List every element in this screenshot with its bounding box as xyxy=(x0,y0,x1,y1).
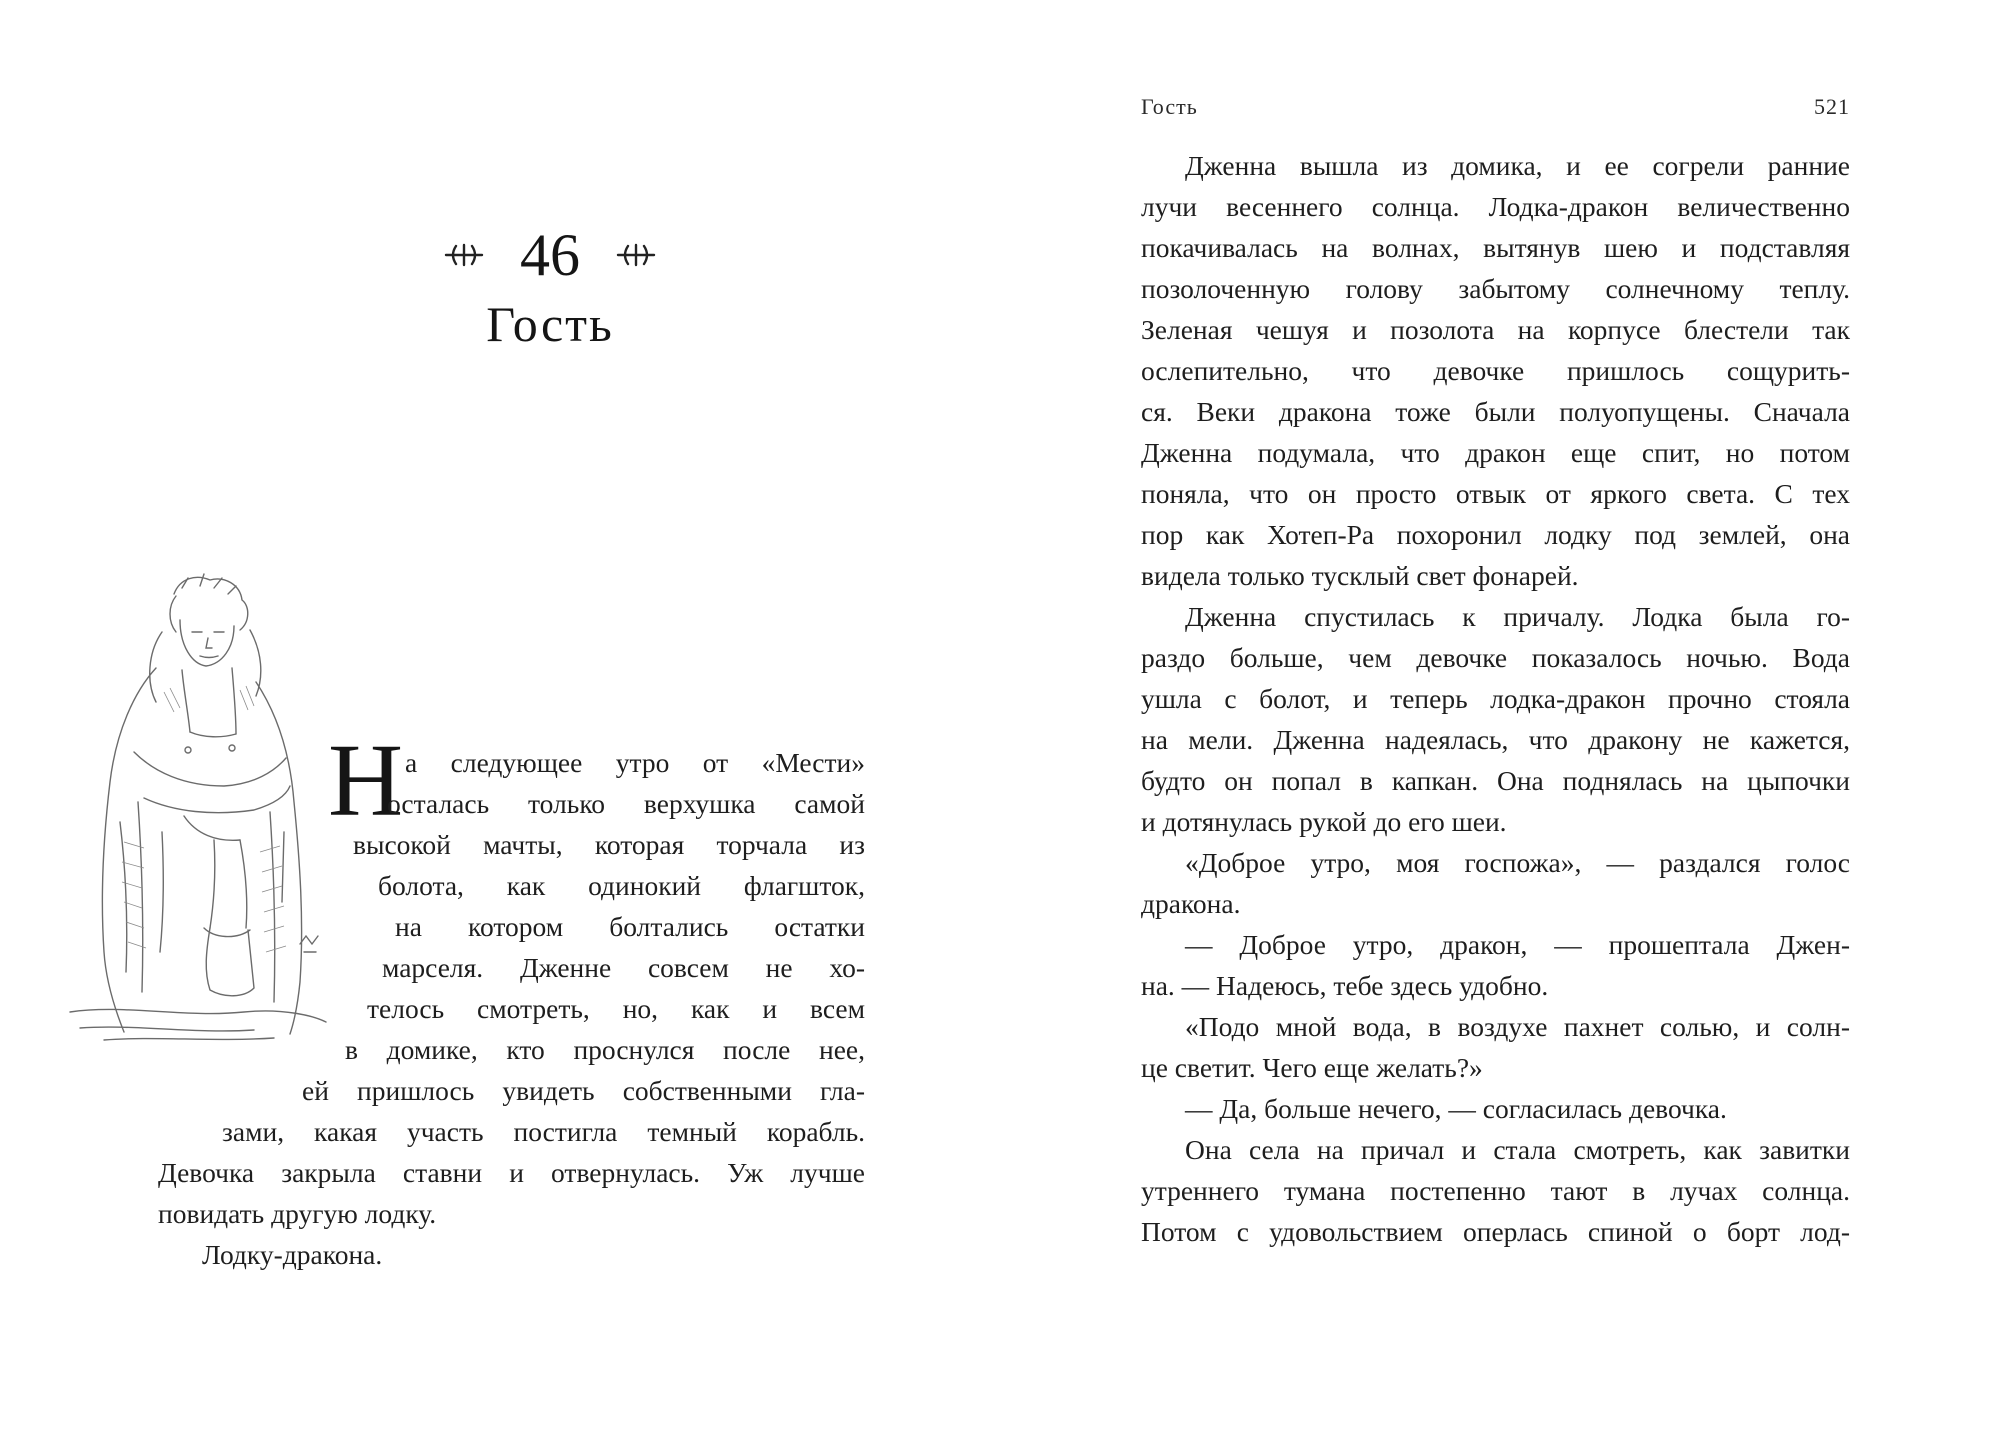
paragraph-line: пор как Хотеп-Ра похоронил лодку под землей, она xyxy=(1141,519,1850,550)
paragraph-line: на мели. Дженна надеялась, что дракону не кажется, xyxy=(1141,724,1850,755)
paragraph-line: ослепительно, что девочке пришлось сощурить- xyxy=(1141,355,1850,386)
paragraph-line: Она села на причал и стала смотреть, как завитки xyxy=(1185,1134,1850,1165)
paragraph-line: покачивалась на волнах, вытянув шею и подставляя xyxy=(1141,232,1850,263)
paragraph-line: высокой мачты, которая торчала из xyxy=(353,829,865,860)
right-page xyxy=(1000,0,2000,1434)
paragraph-line: лучи весеннего солнца. Лодка-дракон величественно xyxy=(1141,191,1850,222)
running-title: Гость xyxy=(1141,94,1198,119)
paragraph-line: «Подо мной вода, в воздухе пахнет солью, и солн- xyxy=(1185,1011,1850,1042)
paragraph-line: ей пришлось увидеть собственными гла- xyxy=(302,1075,865,1106)
paragraph-line: повидать другую лодку. xyxy=(158,1198,437,1229)
paragraph-line: ушла с болот, и теперь лодка-дракон прочно стояла xyxy=(1141,683,1850,714)
paragraph-line: Лодку-дракона. xyxy=(202,1239,383,1270)
paragraph-line: в домике, кто проснулся после нее, xyxy=(345,1034,865,1065)
page-number: 521 xyxy=(1814,94,1850,119)
paragraph-line: це светит. Чего еще желать?» xyxy=(1141,1052,1483,1083)
paragraph-line: видела только тусклый свет фонарей. xyxy=(1141,560,1579,591)
girl-sketch-illustration xyxy=(64,572,330,1044)
paragraph-line: ся. Веки дракона тоже были полуопущены. Сначала xyxy=(1141,396,1850,427)
paragraph-line: дракона. xyxy=(1141,888,1241,919)
paragraph-line: Потом с удовольствием оперлась спиной о борт лод- xyxy=(1141,1216,1850,1247)
paragraph-line: зами, какая участь постигла темный корабль. xyxy=(222,1116,865,1147)
paragraph-line: осталась только верхушка самой xyxy=(387,788,865,819)
paragraph-line: раздо больше, чем девочке показалось ночью. Вода xyxy=(1141,642,1850,673)
paragraph-line: Дженна вышла из домика, и ее согрели ранние xyxy=(1185,150,1850,181)
paragraph-line: Дженна подумала, что дракон еще спит, но потом xyxy=(1141,437,1850,468)
paragraph-line: будто он попал в капкан. Она поднялась на цыпочки xyxy=(1141,765,1850,796)
paragraph-line: «Доброе утро, моя госпожа», — раздался голос xyxy=(1185,847,1850,878)
chapter-heading xyxy=(390,220,710,354)
drop-cap: Н xyxy=(328,723,404,838)
paragraph-line: — Доброе утро, дракон, — прошептала Джен- xyxy=(1185,929,1850,960)
paragraph-line: — Да, больше нечего, — согласилась девочка. xyxy=(1185,1093,1727,1124)
paragraph-line: Зеленая чешуя и позолота на корпусе блестели так xyxy=(1141,314,1850,345)
chapter-number-row xyxy=(390,220,710,290)
chapter-number: 46 xyxy=(520,222,580,288)
chapter-title: Гость xyxy=(486,296,614,352)
paragraph-line: болота, как одинокий флагшток, xyxy=(378,870,865,901)
paragraph-line: Дженна спустилась к причалу. Лодка была го- xyxy=(1185,601,1850,632)
paragraph-line: позолоченную голову забытому солнечному теплу. xyxy=(1141,273,1850,304)
paragraph-line: и дотянулась рукой до его шеи. xyxy=(1141,806,1507,837)
paragraph-line: Девочка закрыла ставни и отвернулась. Уж лучше xyxy=(158,1157,865,1188)
ornament-left-icon xyxy=(442,240,486,270)
paragraph-line: поняла, что он просто отвык от яркого света. С тех xyxy=(1141,478,1850,509)
paragraph-line: на. — Надеюсь, тебе здесь удобно. xyxy=(1141,970,1549,1001)
paragraph-line: телось смотреть, но, как и всем xyxy=(367,993,865,1024)
paragraph-line: марселя. Дженне совсем не хо- xyxy=(382,952,865,983)
paragraph-line: утреннего тумана постепенно тают в лучах солнца. xyxy=(1141,1175,1850,1206)
ornament-right-icon xyxy=(614,240,658,270)
paragraph-line: на котором болтались остатки xyxy=(395,911,865,942)
paragraph-line: а следующее утро от «Мести» xyxy=(405,747,865,778)
